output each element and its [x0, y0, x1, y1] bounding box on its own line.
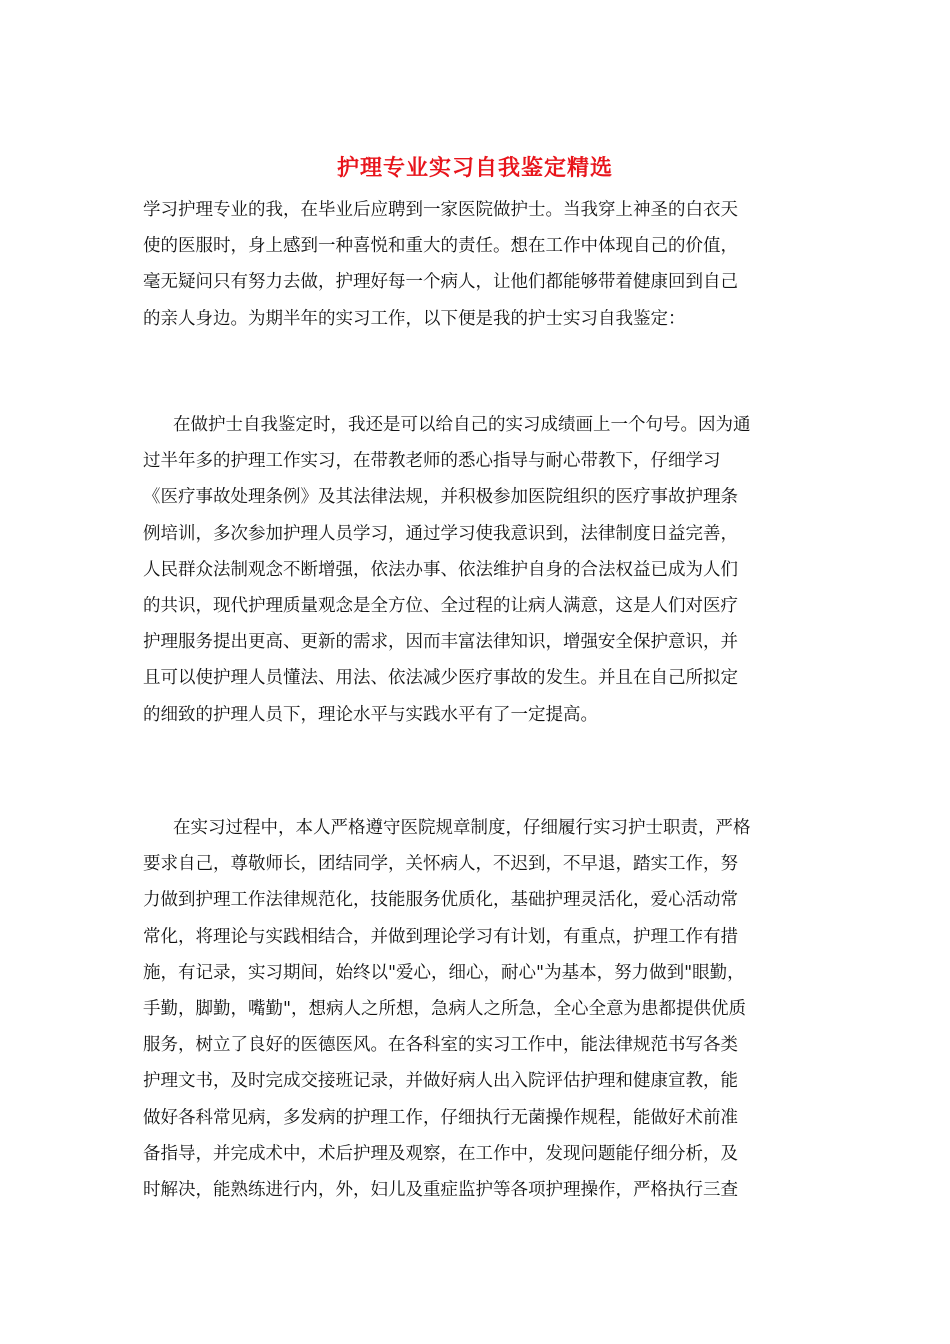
text-line: 人民群众法制观念不断增强，依法办事、依法维护自身的合法权益已成为人们 — [143, 559, 738, 580]
text-line: 护理文书，及时完成交接班记录，并做好病人出入院评估护理和健康宣教，能 — [143, 1071, 738, 1092]
paragraph-intro — [143, 192, 823, 337]
text-line: 手勤，脚勤，嘴勤"，想病人之所想，急病人之所急，全心全意为患都提供优质 — [143, 998, 747, 1019]
text-line: 例培训，多次参加护理人员学习，通过学习使我意识到，法律制度日益完善， — [143, 523, 738, 544]
paragraph-self-assessment — [143, 407, 823, 733]
text-line: 在做护士自我鉴定时，我还是可以给自己的实习成绩画上一个句号。因为通 — [173, 415, 751, 435]
text-line: 过半年多的护理工作实习，在带教老师的悉心指导与耐心带教下，仔细学习 — [143, 451, 721, 472]
text-line: 的亲人身边。为期半年的实习工作，以下便是我的护士实习自我鉴定： — [143, 308, 686, 329]
text-line: 时解决，能熟练进行内，外，妇儿及重症监护等各项护理操作，严格执行三查 — [143, 1179, 738, 1200]
text-line: 护理服务提出更高、更新的需求，因而丰富法律知识，增强安全保护意识，并 — [143, 632, 738, 653]
text-line: 施，有记录，实习期间，始终以"爱心，细心，耐心"为基本，努力做到"眼勤， — [143, 962, 745, 983]
text-line: 使的医服时，身上感到一种喜悦和重大的责任。想在工作中体现自己的价值， — [143, 236, 738, 257]
text-line: 服务，树立了良好的医德医风。在各科室的实习工作中，能法律规范书写各类 — [143, 1035, 738, 1056]
paragraph-internship-process — [143, 810, 823, 1208]
text-line: 要求自己，尊敬师长，团结同学，关怀病人，不迟到，不早退，踏实工作，努 — [143, 854, 738, 875]
text-line: 的细致的护理人员下，理论水平与实践水平有了一定提高。 — [143, 704, 598, 725]
text-line: 力做到护理工作法律规范化，技能服务优质化，基础护理灵活化，爱心活动常 — [143, 890, 738, 911]
text-line: 且可以使护理人员懂法、用法、依法减少医疗事故的发生。并且在自己所拟定 — [143, 668, 738, 689]
document-title: 护理专业实习自我鉴定精选 — [336, 155, 613, 181]
text-line: 在实习过程中，本人严格遵守医院规章制度，仔细履行实习护士职责，严格 — [173, 818, 751, 838]
text-line: 的共识，现代护理质量观念是全方位、全过程的让病人满意，这是人们对医疗 — [143, 595, 738, 616]
text-line: 毫无疑问只有努力去做，护理好每一个病人，让他们都能够带着健康回到自己 — [143, 272, 738, 293]
text-line: 学习护理专业的我，在毕业后应聘到一家医院做护士。当我穿上神圣的白衣天 — [143, 200, 738, 220]
text-line: 做好各科常见病，多发病的护理工作，仔细执行无菌操作规程，能做好术前准 — [143, 1107, 738, 1128]
text-line: 备指导，并完成术中，术后护理及观察，在工作中，发现问题能仔细分析，及 — [143, 1143, 738, 1164]
text-line: 常化，将理论与实践相结合，并做到理论学习有计划，有重点，护理工作有措 — [143, 926, 738, 947]
text-line: 《医疗事故处理条例》及其法律法规，并积极参加医院组织的医疗事故护理条 — [143, 487, 738, 508]
